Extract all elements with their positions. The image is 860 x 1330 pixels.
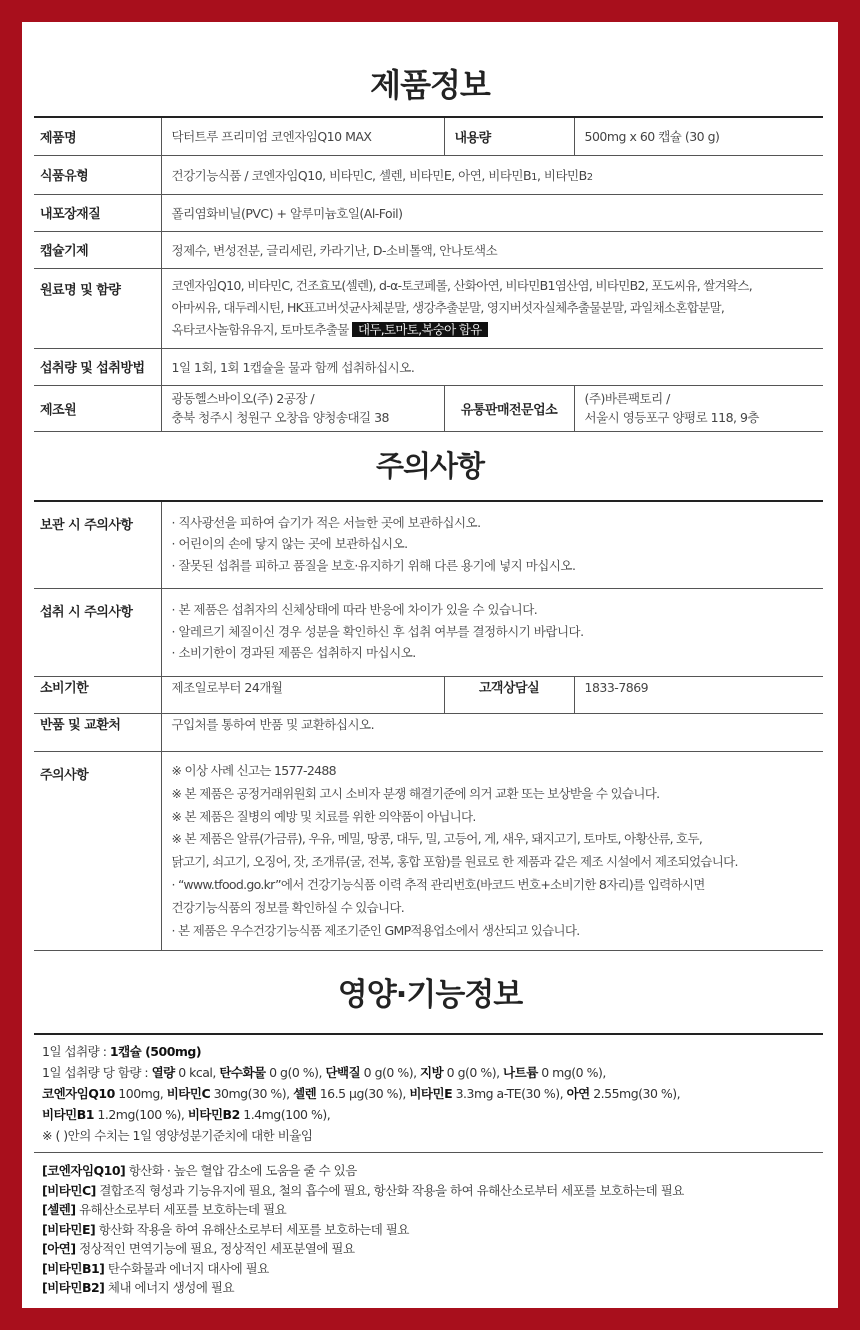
- table-row: [34, 231, 823, 268]
- table-row: [34, 348, 823, 385]
- label-notes: 주의사항: [34, 752, 161, 951]
- table-row: [34, 589, 823, 677]
- table-row: [34, 385, 823, 431]
- label-volume: 내용량: [444, 117, 574, 155]
- label-product-name: 제품명: [34, 117, 161, 155]
- value-expiry: 제조일로부터 24개월: [161, 677, 444, 714]
- allergen-highlight: 대두,토마토,복숭아 함유: [352, 322, 488, 337]
- note-item-4: ※ 본 제품은 알류(가금류), 우유, 메밀, 땅콩, 대두, 밀, 고등어, 게, 새우, 돼지고기, 토마토, 아황산류, 호두,: [171, 831, 703, 847]
- label-return: 반품 및 교환처: [34, 714, 161, 752]
- label-storage: 보관 시 주의사항: [34, 501, 161, 589]
- function-item: [코엔자임Q10] 항산화 · 높은 혈압 감소에 도움을 줄 수 있음: [42, 1163, 357, 1179]
- ingredients-line-1: 코엔자임Q10, 비타민C, 건조효모(셀렌), d-α-토코페롤, 산화아연, 비타민B1염산염, 비타민B2, 포도씨유, 쌀겨왁스,: [171, 278, 753, 293]
- label-intake: 섭취량 및 섭취방법: [34, 348, 161, 385]
- intake-item-3: · 소비기한이 경과된 제품은 섭취하지 마십시오.: [171, 645, 416, 660]
- label-capsule-base: 캡슐기제: [34, 231, 161, 268]
- label-ingredients: 원료명 및 함량: [34, 268, 161, 348]
- label-customer-service: 고객상담실: [444, 677, 574, 714]
- table-row: [34, 117, 823, 155]
- distributor-line-1: (주)바른팩토리 /: [584, 391, 670, 406]
- note-item-5: 닭고기, 쇠고기, 오징어, 잣, 조개류(굴, 전복, 홍합 포함)를 원료로 한 제품과 같은 제조 시설에서 제조되었습니다.: [171, 854, 738, 870]
- table-row: [34, 194, 823, 231]
- note-item-8: · 본 제품은 우수건강기능식품 제조기준인 GMP적용업소에서 생산되고 있습니다.: [171, 922, 580, 938]
- label-food-type: 식품유형: [34, 155, 161, 194]
- distributor-line-2: 서울시 영등포구 양평로 118, 9층: [584, 410, 760, 425]
- nutrition-facts: 1일 섭취량 : 1캡슐 (500mg) 1일 섭취량 당 함량 : 열량 0 kcal, 탄수화물 0 g(0 %), 단백질 0 g(0 %), 지방 0 g(0 %), 나트륨 0 mg(0 %), 코엔자임Q10 100mg, 비타민C 30mg(30 %), 셀렌 16.5 μg(30 %), 비타민E 3.3mg a-TE(30 %), 아연 2.55mg(30 %), 비타민B1 1.2mg(100 %), 비타민B2 1.4mg(100 %), ※ ( )안의 수치는 1일 영양성분기준치에 대한 비율임: [34, 1035, 823, 1153]
- value-customer-service: 1833-7869: [574, 677, 823, 714]
- label-distributor: 유통판매전문업소: [444, 385, 574, 431]
- value-food-type: 건강기능식품 / 코엔자임Q10, 비타민C, 셀렌, 비타민E, 아연, 비타민B: [171, 167, 532, 183]
- manufacturer-line-2: 충북 청주시 청원구 오창읍 양청송대길 38: [171, 410, 389, 425]
- function-item: [셀렌] 유해산소로부터 세포를 보호하는데 필요: [42, 1202, 287, 1218]
- ingredients-line-2: 아마씨유, 대두레시틴, HK표고버섯균사체분말, 생강추출분말, 영지버섯자실체추출물분말, 과일채소혼합분말,: [171, 300, 725, 315]
- page-frame: [22, 22, 838, 1308]
- function-item: [아연] 정상적인 면역기능에 필요, 정상적인 세포분열에 필요: [42, 1241, 355, 1257]
- table-row: [34, 268, 823, 348]
- note-item-2: ※ 본 제품은 공정거래위원회 고시 소비자 분쟁 해결기준에 의거 교환 또는 보상받을 수 있습니다.: [171, 785, 660, 801]
- storage-item-2: · 어린이의 손에 닿지 않는 곳에 보관하십시오.: [171, 536, 408, 551]
- table-row: [34, 752, 823, 951]
- function-item: [비타민B2] 체내 에너지 생성에 필요: [42, 1280, 235, 1296]
- nutrition-box: [34, 1033, 823, 1298]
- value-packaging: 폴리염화비닐(PVC) + 알루미늄호일(Al-Foil): [161, 194, 823, 231]
- label-intake-caution: 섭취 시 주의사항: [34, 589, 161, 677]
- manufacturer-line-1: 광동헬스바이오(주) 2공장 /: [171, 391, 315, 406]
- nutrition-footnote: ※ ( )안의 수치는 1일 영양성분기준치에 대한 비율임: [42, 1128, 313, 1144]
- function-item: [비타민B1] 탄수화물과 에너지 대사에 필요: [42, 1260, 269, 1276]
- note-item-7: 건강기능식품의 정보를 확인하실 수 있습니다.: [171, 899, 404, 915]
- function-list: [34, 1153, 823, 1298]
- value-volume: 500mg x 60 캡슐 (30 g): [574, 117, 823, 155]
- product-info-table: [34, 116, 823, 432]
- function-item: [비타민E] 항산화 작용을 하여 유해산소로부터 세포를 보호하는데 필요: [42, 1221, 409, 1237]
- table-row: [34, 501, 823, 589]
- label-packaging: 내포장재질: [34, 194, 161, 231]
- table-row: [34, 714, 823, 752]
- label-manufacturer: 제조원: [34, 385, 161, 431]
- table-row: [34, 677, 823, 714]
- section-title-nutrition: 영양·기능정보: [337, 977, 523, 1014]
- section-title-cautions: 주의사항: [375, 448, 485, 483]
- intake-item-1: · 본 제품은 섭취자의 신체상태에 따라 반응에 차이가 있을 수 있습니다.: [171, 602, 538, 617]
- value-product-name: 닥터트루 프리미엄 코엔자임Q10 MAX: [161, 117, 444, 155]
- intake-item-2: · 알레르기 체질이신 경우 성분을 확인하신 후 섭취 여부를 결정하시기 바랍니다.: [171, 623, 584, 639]
- storage-item-3: · 잘못된 섭취를 피하고 품질을 보호·유지하기 위해 다른 용기에 넣지 마십시오.: [171, 557, 576, 573]
- label-expiry: 소비기한: [34, 677, 161, 714]
- function-item: [비타민C] 결합조직 형성과 기능유지에 필요, 철의 흡수에 필요, 항산화 작용을 하여 유해산소로부터 세포를 보호하는데 필요: [42, 1182, 684, 1198]
- ingredients-line-3: 옥타코사놀함유유지, 토마토추출물: [171, 322, 349, 337]
- note-item-1: ※ 이상 사례 신고는 1577-2488: [171, 763, 336, 778]
- cautions-table: [34, 500, 823, 952]
- note-item-3: ※ 본 제품은 질병의 예방 및 치료를 위한 의약품이 아닙니다.: [171, 808, 476, 824]
- storage-item-1: · 직사광선을 피하여 습기가 적은 서늘한 곳에 보관하십시오.: [171, 514, 481, 530]
- section-title-product-info: 제품정보: [370, 66, 490, 104]
- table-row: 식품유형 건강기능식품 / 코엔자임Q10, 비타민C, 셀렌, 비타민E, 아연, 비타민B1, 비타민B2: [34, 155, 823, 194]
- value-capsule-base: 정제수, 변성전분, 글리세린, 카라기난, D-소비톨액, 안나토색소: [161, 231, 823, 268]
- value-return: 구입처를 통하여 반품 및 교환하십시오.: [161, 714, 823, 752]
- note-item-6: · “www.tfood.go.kr”에서 건강기능식품 이력 추적 관리번호(바코드 번호+소비기한 8자리)를 입력하시면: [171, 876, 705, 892]
- value-intake: 1일 1회, 1회 1캡슐을 물과 함께 섭취하십시오.: [161, 348, 823, 385]
